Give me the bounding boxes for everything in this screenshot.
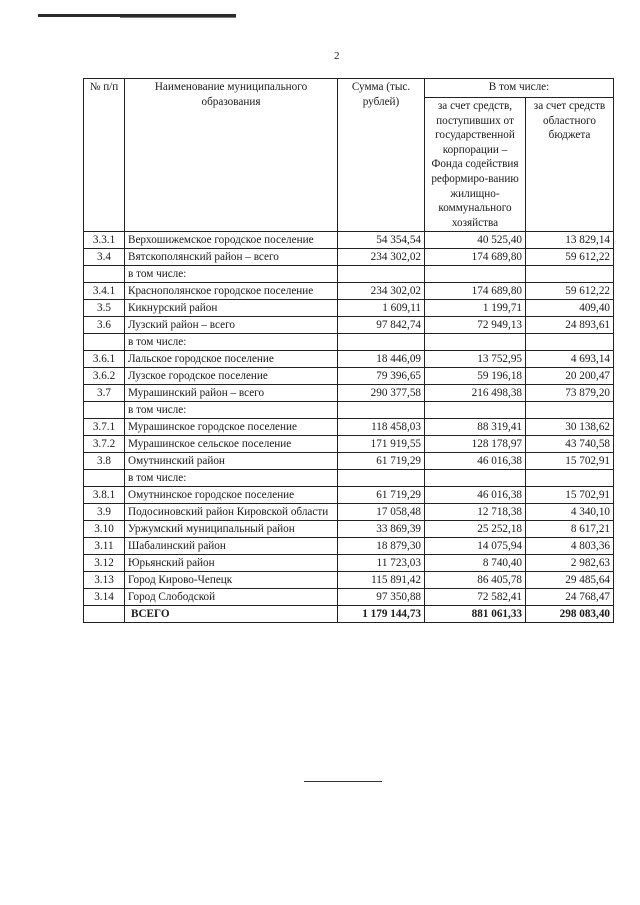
regional-cell: 59 612,22 <box>526 283 614 300</box>
fund-cell: 72 582,41 <box>425 589 526 606</box>
col-header-num: № п/п <box>84 79 125 232</box>
municipality-name: Юрьянский район <box>125 555 338 572</box>
col-header-sum: Сумма (тыс. рублей) <box>338 79 425 232</box>
total-sum: 1 179 144,73 <box>338 606 425 623</box>
table-row <box>84 385 614 402</box>
col-header-name: Наименование муниципального образования <box>125 79 338 232</box>
fund-cell: 1 199,71 <box>425 300 526 317</box>
row-number: 3.6.2 <box>84 368 125 385</box>
municipality-name: в том числе: <box>125 334 338 351</box>
sum-cell <box>338 402 425 419</box>
municipality-name: Город Кирово-Чепецк <box>125 572 338 589</box>
table-row <box>84 368 614 385</box>
sum-cell: 61 719,29 <box>338 453 425 470</box>
municipality-name: Мурашинское сельское поселение <box>125 436 338 453</box>
municipality-name: Уржумский муниципальный район <box>125 521 338 538</box>
fund-cell: 13 752,95 <box>425 351 526 368</box>
fund-cell: 8 740,40 <box>425 555 526 572</box>
fund-cell: 128 178,97 <box>425 436 526 453</box>
table-row <box>84 521 614 538</box>
row-number: 3.8 <box>84 453 125 470</box>
sum-cell: 18 446,09 <box>338 351 425 368</box>
municipality-name: Кикнурский район <box>125 300 338 317</box>
regional-cell: 20 200,47 <box>526 368 614 385</box>
row-number: 3.4.1 <box>84 283 125 300</box>
row-number <box>84 470 125 487</box>
row-number: 3.14 <box>84 589 125 606</box>
municipality-name: Верхошижемское городское поселение <box>125 232 338 249</box>
table-row <box>84 249 614 266</box>
footer-rule <box>304 781 382 782</box>
table-row <box>84 334 614 351</box>
table-row <box>84 589 614 606</box>
fund-cell: 86 405,78 <box>425 572 526 589</box>
municipality-name: в том числе: <box>125 470 338 487</box>
sum-cell: 290 377,58 <box>338 385 425 402</box>
row-number: 3.7.2 <box>84 436 125 453</box>
sum-cell: 118 458,03 <box>338 419 425 436</box>
table-row <box>84 266 614 283</box>
municipality-name: в том числе: <box>125 266 338 283</box>
regional-cell <box>526 266 614 283</box>
regional-cell: 24 893,61 <box>526 317 614 334</box>
sum-cell: 18 879,30 <box>338 538 425 555</box>
table-row <box>84 436 614 453</box>
total-fund: 881 061,33 <box>425 606 526 623</box>
municipality-name: в том числе: <box>125 402 338 419</box>
total-num <box>84 606 125 623</box>
col-header-including: В том числе: <box>425 79 614 98</box>
municipality-name: Мурашинское городское поселение <box>125 419 338 436</box>
fund-cell <box>425 470 526 487</box>
regional-cell <box>526 402 614 419</box>
municipality-name: Город Слободской <box>125 589 338 606</box>
sum-cell: 54 354,54 <box>338 232 425 249</box>
row-number: 3.12 <box>84 555 125 572</box>
page-number: 2 <box>334 50 340 62</box>
sum-cell: 234 302,02 <box>338 249 425 266</box>
fund-cell: 46 016,38 <box>425 487 526 504</box>
fund-cell: 174 689,80 <box>425 283 526 300</box>
row-number <box>84 402 125 419</box>
table-row <box>84 300 614 317</box>
regional-cell: 29 485,64 <box>526 572 614 589</box>
row-number: 3.8.1 <box>84 487 125 504</box>
row-number: 3.7.1 <box>84 419 125 436</box>
col-header-regional: за счет средств областного бюджета <box>526 98 614 232</box>
fund-cell <box>425 266 526 283</box>
row-number <box>84 334 125 351</box>
table-row <box>84 555 614 572</box>
table-row <box>84 487 614 504</box>
fund-cell <box>425 402 526 419</box>
regional-cell: 15 702,91 <box>526 453 614 470</box>
regional-cell: 4 340,10 <box>526 504 614 521</box>
regional-cell: 4 693,14 <box>526 351 614 368</box>
regional-cell <box>526 334 614 351</box>
total-label: ВСЕГО <box>125 606 338 623</box>
municipality-name: Подосиновский район Кировской области <box>125 504 338 521</box>
sum-cell: 17 058,48 <box>338 504 425 521</box>
fund-cell: 59 196,18 <box>425 368 526 385</box>
fund-cell: 174 689,80 <box>425 249 526 266</box>
regional-cell: 24 768,47 <box>526 589 614 606</box>
col-header-fund: за счет средств, поступивших от государственной корпорации – Фонда содействия реформиро-ванию жилищно-коммунального хозяйства <box>425 98 526 232</box>
fund-cell: 12 718,38 <box>425 504 526 521</box>
municipality-name: Лузское городское поселение <box>125 368 338 385</box>
row-number: 3.10 <box>84 521 125 538</box>
regional-cell: 30 138,62 <box>526 419 614 436</box>
regional-cell: 73 879,20 <box>526 385 614 402</box>
municipality-name: Краснополянское городское поселение <box>125 283 338 300</box>
row-number: 3.6 <box>84 317 125 334</box>
funding-table <box>83 78 614 623</box>
row-number: 3.3.1 <box>84 232 125 249</box>
regional-cell: 8 617,21 <box>526 521 614 538</box>
fund-cell: 14 075,94 <box>425 538 526 555</box>
row-number: 3.7 <box>84 385 125 402</box>
sum-cell: 97 842,74 <box>338 317 425 334</box>
total-row <box>84 606 614 623</box>
fund-cell: 25 252,18 <box>425 521 526 538</box>
sum-cell: 11 723,03 <box>338 555 425 572</box>
sum-cell: 79 396,65 <box>338 368 425 385</box>
table-row <box>84 317 614 334</box>
regional-cell: 4 803,36 <box>526 538 614 555</box>
sum-cell <box>338 470 425 487</box>
row-number: 3.5 <box>84 300 125 317</box>
row-number: 3.9 <box>84 504 125 521</box>
regional-cell: 13 829,14 <box>526 232 614 249</box>
sum-cell: 61 719,29 <box>338 487 425 504</box>
municipality-name: Омутнинское городское поселение <box>125 487 338 504</box>
table-row <box>84 538 614 555</box>
row-number: 3.11 <box>84 538 125 555</box>
fund-cell: 40 525,40 <box>425 232 526 249</box>
sum-cell: 33 869,39 <box>338 521 425 538</box>
row-number <box>84 266 125 283</box>
table-row <box>84 419 614 436</box>
municipality-name: Омутнинский район <box>125 453 338 470</box>
row-number: 3.4 <box>84 249 125 266</box>
regional-cell: 409,40 <box>526 300 614 317</box>
municipality-name: Лузский район – всего <box>125 317 338 334</box>
regional-cell: 59 612,22 <box>526 249 614 266</box>
sum-cell: 234 302,02 <box>338 283 425 300</box>
regional-cell: 2 982,63 <box>526 555 614 572</box>
sum-cell <box>338 334 425 351</box>
regional-cell: 15 702,91 <box>526 487 614 504</box>
table-row <box>84 232 614 249</box>
row-number: 3.6.1 <box>84 351 125 368</box>
table-row <box>84 470 614 487</box>
sum-cell: 97 350,88 <box>338 589 425 606</box>
sum-cell: 1 609,11 <box>338 300 425 317</box>
fund-cell <box>425 334 526 351</box>
fund-cell: 216 498,38 <box>425 385 526 402</box>
sum-cell: 115 891,42 <box>338 572 425 589</box>
table-row <box>84 504 614 521</box>
sum-cell: 171 919,55 <box>338 436 425 453</box>
municipality-name: Вятскополянский район – всего <box>125 249 338 266</box>
table-row <box>84 453 614 470</box>
fund-cell: 46 016,38 <box>425 453 526 470</box>
regional-cell <box>526 470 614 487</box>
header-rule-thin <box>120 17 236 18</box>
regional-cell: 43 740,58 <box>526 436 614 453</box>
sum-cell <box>338 266 425 283</box>
fund-cell: 72 949,13 <box>425 317 526 334</box>
table-row <box>84 402 614 419</box>
total-regional: 298 083,40 <box>526 606 614 623</box>
table-row <box>84 351 614 368</box>
municipality-name: Мурашинский район – всего <box>125 385 338 402</box>
table-row <box>84 283 614 300</box>
fund-cell: 88 319,41 <box>425 419 526 436</box>
row-number: 3.13 <box>84 572 125 589</box>
table-row <box>84 572 614 589</box>
municipality-name: Шабалинский район <box>125 538 338 555</box>
municipality-name: Лальское городское поселение <box>125 351 338 368</box>
